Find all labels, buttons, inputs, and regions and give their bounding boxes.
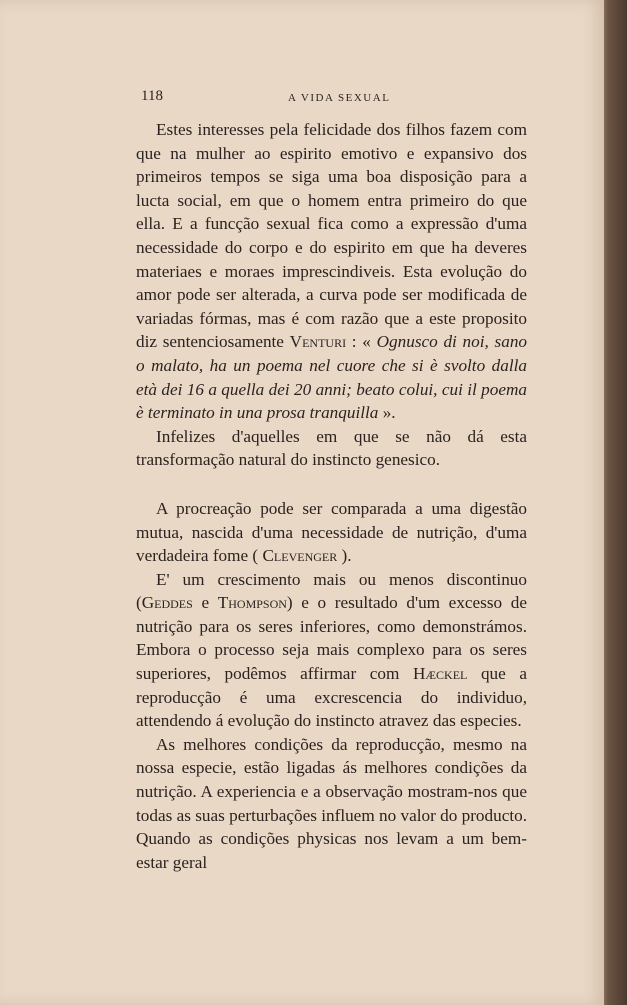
text-span: : « bbox=[346, 332, 377, 352]
text-span: E' um crescimento mais ou menos discontinuo ( bbox=[136, 569, 527, 613]
author-name: Thompson bbox=[217, 593, 287, 613]
author-name: Geddes bbox=[141, 593, 193, 613]
paragraph-4 bbox=[136, 568, 527, 733]
text-span: ). bbox=[337, 546, 352, 566]
text-span: ) e o resultado d'um excesso de nutrição para os seres inferiores, como demonstrámos. Embora o processo seja mais complexo para os seres superiores, podêmos affirmar com bbox=[136, 593, 527, 684]
author-name: Clevenger bbox=[262, 546, 338, 566]
paragraph-2: Infelizes d'aquelles em que se não dá esta transformação natural do instincto genesico. bbox=[136, 426, 527, 470]
text-span: que a reproducção é uma excrescencia do individuo, attendendo á evolução do instincto atravez das especies. bbox=[136, 664, 527, 731]
author-name: Venturi bbox=[289, 332, 347, 352]
paragraph-5: As melhores condições da reproducção, mesmo na nossa especie, estão ligadas ás melhores condições da nutrição. A experiencia e a observação mostram-nos que todas as suas perturbações influem no valor do producto. Quando as condições physicas nos levam a um bem-estar geral bbox=[136, 734, 527, 872]
running-title: A VIDA SEXUAL bbox=[288, 92, 391, 104]
author-name: Hæckel bbox=[412, 664, 468, 684]
body-text bbox=[136, 118, 527, 874]
text-span: e bbox=[192, 593, 218, 613]
paragraph-3 bbox=[136, 497, 527, 568]
page-header bbox=[141, 86, 531, 110]
text-span: ». bbox=[378, 403, 396, 423]
italian-quote: Ognusco di noi, sano o malato, ha un poema nel cuore che si è svolto dalla età dei 16 a quella dei 20 anni; beato colui, cui il poema è terminato in una prosa tranquilla bbox=[136, 332, 528, 423]
page-number: 118 bbox=[141, 88, 163, 104]
paragraph-1 bbox=[136, 118, 527, 425]
text-span: Estes interesses pela felicidade dos filhos fazem com que na mulher ao espirito emotivo e expansivo dos primeiros tempos se siga uma boa disposição para a lucta social, em que o homem entra primeiro do que ella. E a funcção sexual fica como a expressão d'uma necessidade do corpo e do espirito em que ha deveres materiaes e moraes imprescindiveis. Esta evolução do amor pode ser alterada, a curva pode ser modificada de variadas fórmas, mas é com razão que a este proposito diz sentenciosamente bbox=[136, 120, 527, 352]
text-span: A procreação pode ser comparada a uma digestão mutua, nascida d'uma necessidade de nutrição, d'uma verdadeira fome ( bbox=[136, 498, 527, 566]
